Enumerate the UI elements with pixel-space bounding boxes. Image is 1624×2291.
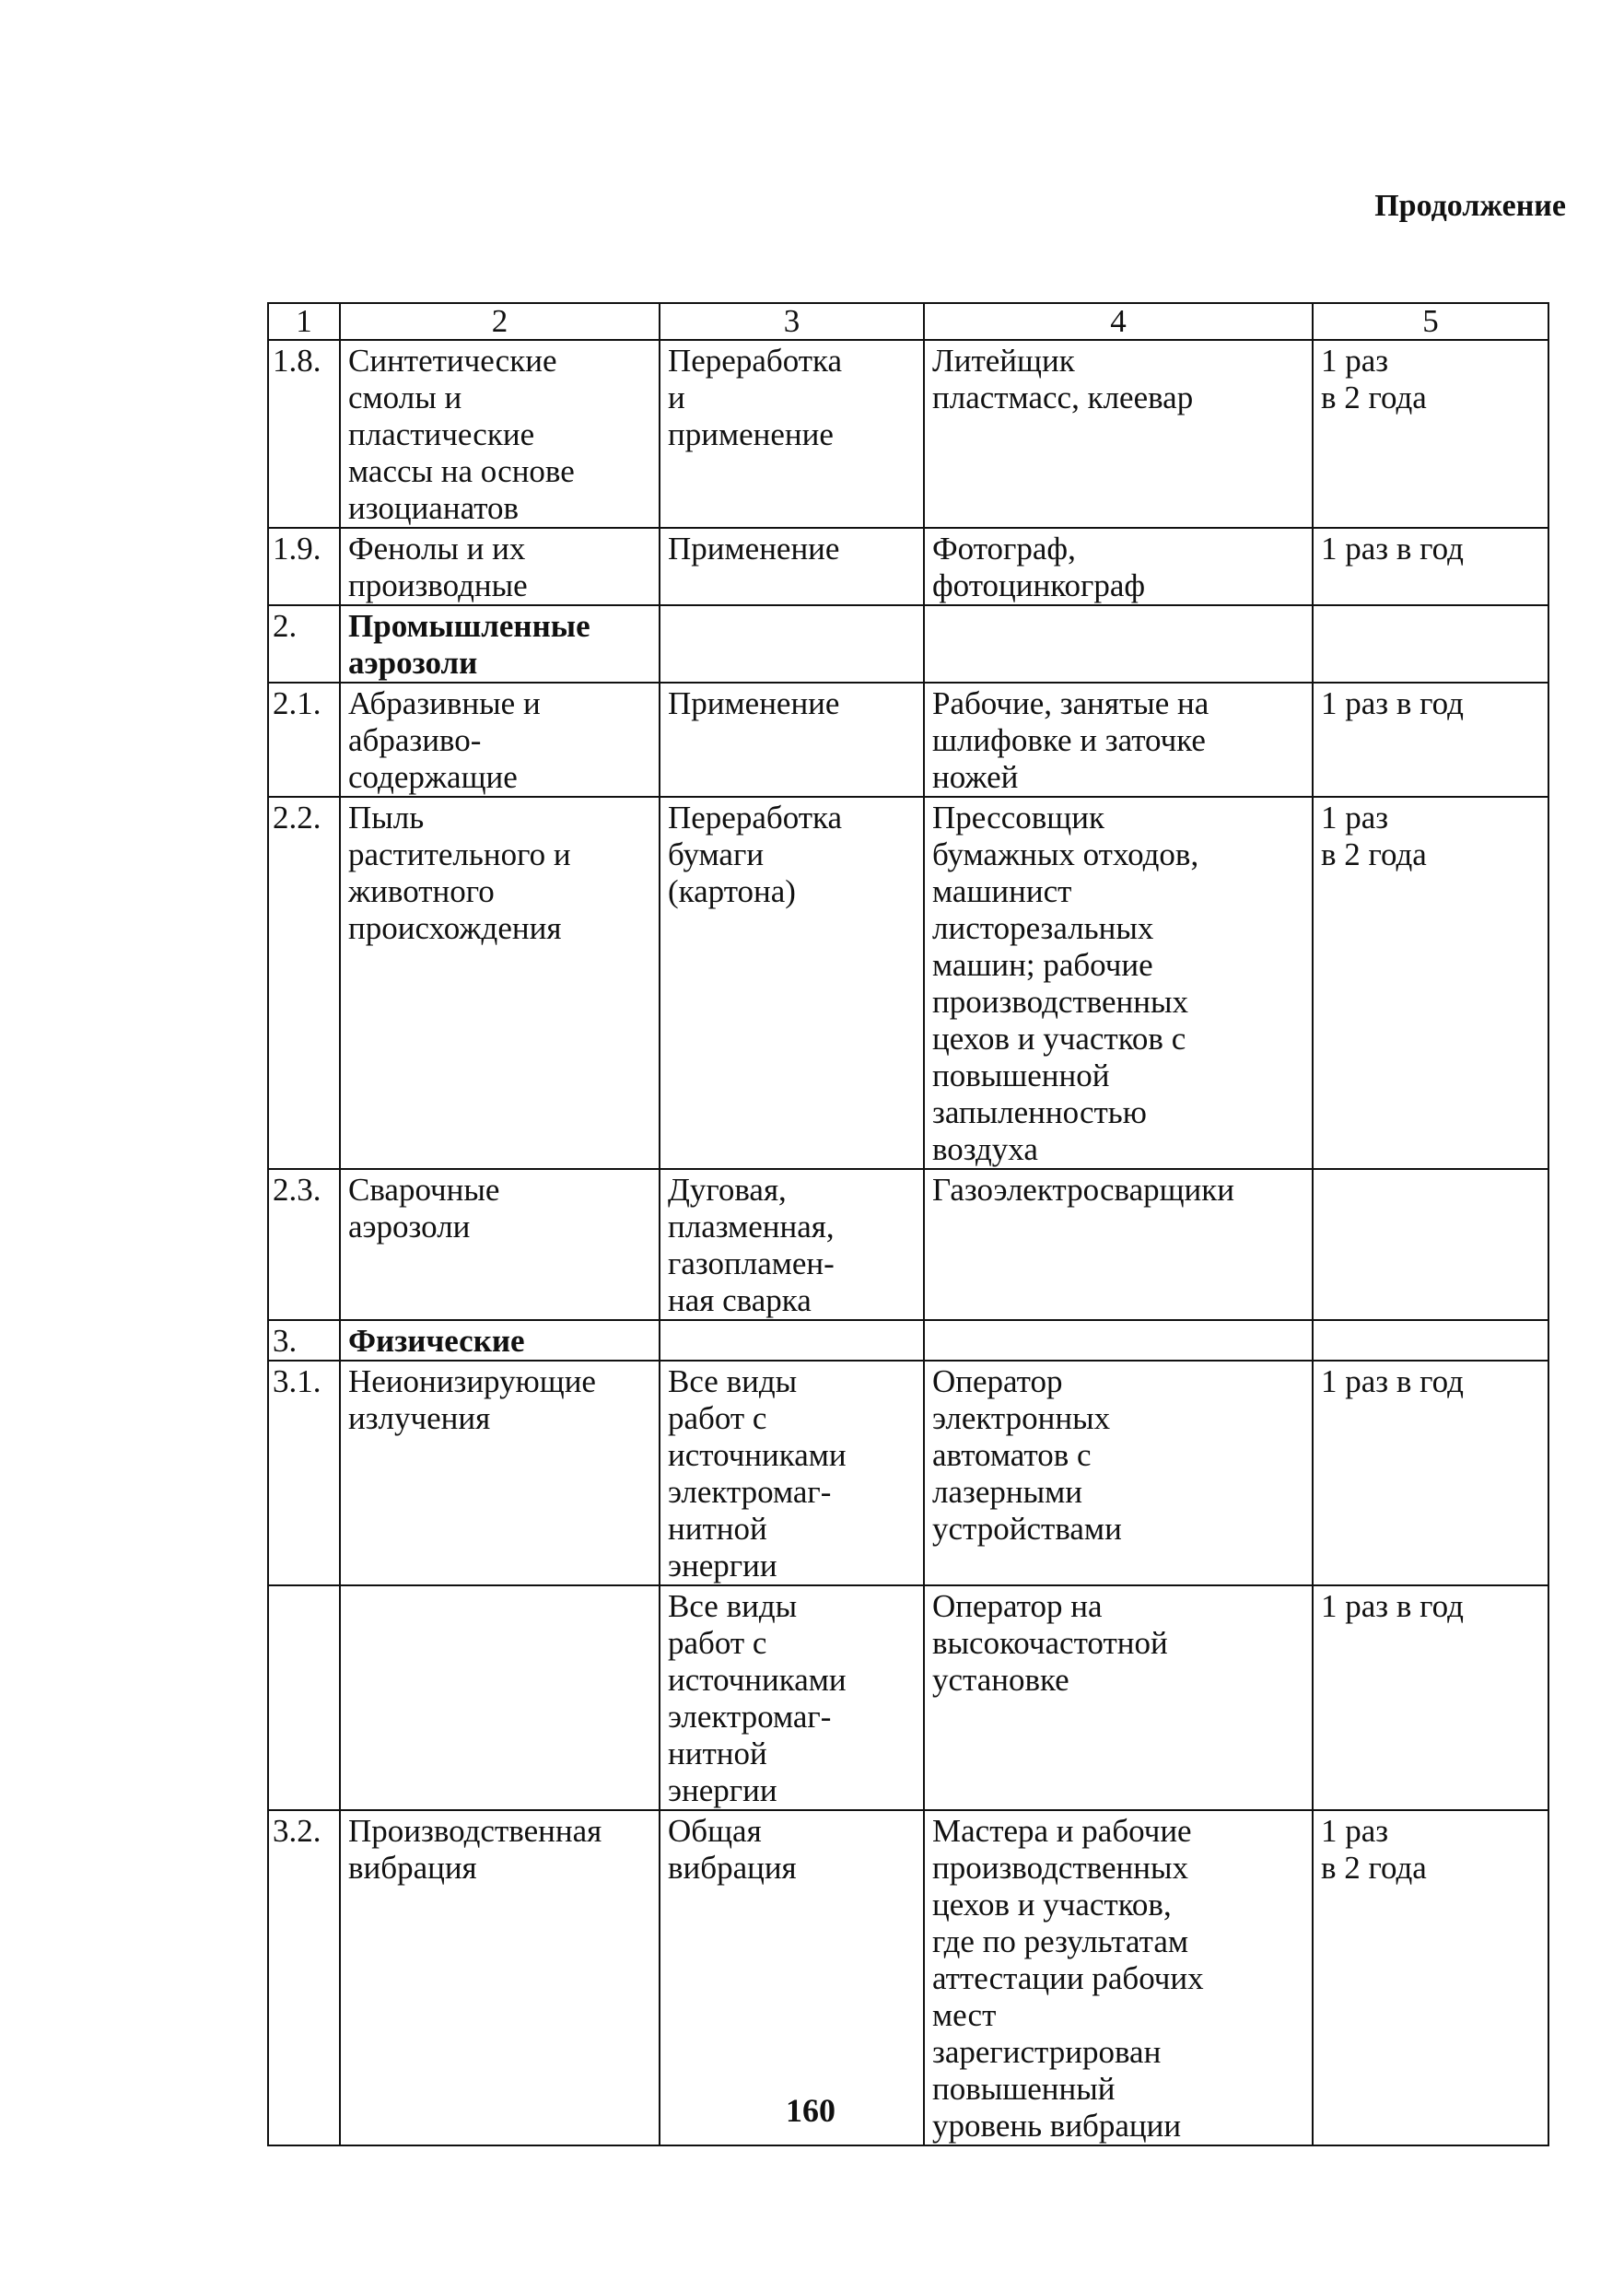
row-number-cell: 1.9. bbox=[268, 528, 340, 605]
factor-line: растительного и bbox=[348, 836, 571, 872]
factor-line: Пыль bbox=[348, 800, 425, 836]
factor-line: животного bbox=[348, 873, 495, 909]
activity-line: энергии bbox=[668, 1772, 777, 1808]
table-row bbox=[268, 797, 1548, 1169]
table-row bbox=[268, 1585, 1548, 1810]
activity-line: Дуговая, bbox=[668, 1172, 787, 1208]
factor-line: вибрация bbox=[348, 1850, 477, 1886]
row-number-cell: 2.2. bbox=[268, 797, 340, 1169]
page-number: 160 bbox=[786, 2092, 835, 2129]
factor-line: пластические bbox=[348, 416, 535, 452]
activity-line: Все виды bbox=[668, 1588, 798, 1624]
activity-cell bbox=[660, 1585, 924, 1810]
workers-line: установке bbox=[932, 1662, 1069, 1698]
frequency-line: 1 раз в год bbox=[1321, 685, 1464, 721]
activity-cell bbox=[660, 797, 924, 1169]
factor-cell bbox=[340, 1320, 660, 1361]
table-row bbox=[268, 1169, 1548, 1320]
table-row bbox=[268, 340, 1548, 528]
workers-line: производственных bbox=[932, 984, 1189, 1020]
row-number-cell: 2.3. bbox=[268, 1169, 340, 1320]
row-number-cell: 1.8. bbox=[268, 340, 340, 528]
workers-line: высокочастотной bbox=[932, 1625, 1168, 1661]
frequency-cell bbox=[1313, 528, 1548, 605]
frequency-line: 1 раз bbox=[1321, 1813, 1389, 1849]
factor-line: Промышленные bbox=[348, 608, 590, 644]
activity-cell bbox=[660, 1361, 924, 1585]
activity-line: источниками bbox=[668, 1662, 847, 1698]
activity-line: Переработка bbox=[668, 800, 843, 836]
frequency-line: в 2 года bbox=[1321, 1850, 1427, 1886]
activity-line: и bbox=[668, 380, 685, 415]
factor-cell bbox=[340, 340, 660, 528]
workers-cell bbox=[924, 528, 1313, 605]
frequency-line: 1 раз bbox=[1321, 800, 1389, 836]
frequency-line: 1 раз в год bbox=[1321, 1363, 1464, 1399]
table-row bbox=[268, 1320, 1548, 1361]
table-row bbox=[268, 528, 1548, 605]
factor-line: происхождения bbox=[348, 910, 562, 946]
frequency-cell bbox=[1313, 1320, 1548, 1361]
frequency-cell bbox=[1313, 1361, 1548, 1585]
frequency-cell bbox=[1313, 1169, 1548, 1320]
factor-line: Производственная bbox=[348, 1813, 602, 1849]
workers-line: производственных bbox=[932, 1850, 1189, 1886]
workers-line: машинист bbox=[932, 873, 1072, 909]
workers-line: повышенной bbox=[932, 1058, 1110, 1093]
activity-line: применение bbox=[668, 416, 834, 452]
workers-line: Мастера и рабочие bbox=[932, 1813, 1192, 1849]
workers-cell bbox=[924, 1585, 1313, 1810]
activity-cell bbox=[660, 605, 924, 683]
hygiene-table bbox=[267, 302, 1549, 2146]
workers-cell bbox=[924, 340, 1313, 528]
activity-line: работ с bbox=[668, 1400, 767, 1436]
activity-line: электромаг- bbox=[668, 1474, 832, 1510]
table-row bbox=[268, 683, 1548, 797]
factor-line: абразиво- bbox=[348, 722, 482, 758]
frequency-line: 1 раз в год bbox=[1321, 1588, 1464, 1624]
workers-cell bbox=[924, 1169, 1313, 1320]
workers-line: Прессовщик bbox=[932, 800, 1104, 836]
factor-line: Абразивные и bbox=[348, 685, 541, 721]
activity-line: нитной bbox=[668, 1736, 767, 1771]
workers-line: листорезальных bbox=[932, 910, 1154, 946]
workers-line: пластмасс, клеевар bbox=[932, 380, 1194, 415]
workers-line: фотоцинкограф bbox=[932, 567, 1146, 603]
workers-cell bbox=[924, 605, 1313, 683]
factor-line: аэрозоли bbox=[348, 645, 478, 681]
workers-line: цехов и участков, bbox=[932, 1887, 1172, 1923]
workers-line: устройствами bbox=[932, 1511, 1122, 1547]
header-cell: 3 bbox=[660, 303, 924, 340]
activity-line: источниками bbox=[668, 1437, 847, 1473]
factor-cell bbox=[340, 683, 660, 797]
workers-line: автоматов с bbox=[932, 1437, 1092, 1473]
frequency-cell bbox=[1313, 797, 1548, 1169]
factor-cell bbox=[340, 1810, 660, 2145]
factor-cell bbox=[340, 1361, 660, 1585]
workers-line: Литейщик bbox=[932, 343, 1075, 379]
frequency-line: 1 раз bbox=[1321, 343, 1389, 379]
workers-cell bbox=[924, 1320, 1313, 1361]
workers-line: запыленностью bbox=[932, 1094, 1147, 1130]
factor-line: аэрозоли bbox=[348, 1209, 471, 1245]
continuation-label: Продолжение bbox=[1374, 189, 1566, 223]
row-number-cell bbox=[268, 1585, 340, 1810]
frequency-cell bbox=[1313, 340, 1548, 528]
row-number-cell: 3.2. bbox=[268, 1810, 340, 2145]
activity-line: электромаг- bbox=[668, 1699, 832, 1735]
frequency-cell bbox=[1313, 605, 1548, 683]
frequency-cell bbox=[1313, 1810, 1548, 2145]
workers-line: Оператор bbox=[932, 1363, 1063, 1399]
workers-line: зарегистрирован bbox=[932, 2034, 1162, 2070]
workers-line: Оператор на bbox=[932, 1588, 1103, 1624]
header-cell: 2 bbox=[340, 303, 660, 340]
activity-line: Переработка bbox=[668, 343, 843, 379]
activity-line: энергии bbox=[668, 1548, 777, 1584]
workers-line: Фотограф, bbox=[932, 531, 1076, 567]
frequency-line: в 2 года bbox=[1321, 836, 1427, 872]
activity-line: газопламен- bbox=[668, 1245, 835, 1281]
factor-line: Синтетические bbox=[348, 343, 557, 379]
factor-cell bbox=[340, 605, 660, 683]
workers-line: ножей bbox=[932, 759, 1019, 795]
workers-line: машин; рабочие bbox=[932, 947, 1153, 983]
factor-cell bbox=[340, 797, 660, 1169]
header-cell: 4 bbox=[924, 303, 1313, 340]
activity-line: Все виды bbox=[668, 1363, 798, 1399]
activity-line: Общая bbox=[668, 1813, 762, 1849]
workers-line: Газоэлектросварщики bbox=[932, 1172, 1235, 1208]
activity-line: ная сварка bbox=[668, 1282, 812, 1318]
activity-line: работ с bbox=[668, 1625, 767, 1661]
workers-cell bbox=[924, 797, 1313, 1169]
frequency-line: в 2 года bbox=[1321, 380, 1427, 415]
factor-line: изоцианатов bbox=[348, 490, 520, 526]
workers-line: бумажных отходов, bbox=[932, 836, 1199, 872]
workers-line: лазерными bbox=[932, 1474, 1082, 1510]
workers-line: цехов и участков с bbox=[932, 1021, 1186, 1057]
frequency-cell bbox=[1313, 1585, 1548, 1810]
row-number-cell: 2.1. bbox=[268, 683, 340, 797]
header-cell: 5 bbox=[1313, 303, 1548, 340]
factor-line: производные bbox=[348, 567, 528, 603]
activity-line: плазменная, bbox=[668, 1209, 835, 1245]
workers-line: электронных bbox=[932, 1400, 1111, 1436]
factor-line: содержащие bbox=[348, 759, 518, 795]
factor-cell bbox=[340, 528, 660, 605]
frequency-line: 1 раз в год bbox=[1321, 531, 1464, 567]
factor-line: Неионизирующие bbox=[348, 1363, 596, 1399]
table-row bbox=[268, 605, 1548, 683]
activity-line: вибрация bbox=[668, 1850, 797, 1886]
row-number-cell: 3.1. bbox=[268, 1361, 340, 1585]
row-number-cell: 2. bbox=[268, 605, 340, 683]
factor-cell bbox=[340, 1169, 660, 1320]
table-header-row bbox=[268, 303, 1548, 340]
workers-line: уровень вибрации bbox=[932, 2108, 1182, 2144]
activity-line: Применение bbox=[668, 531, 840, 567]
activity-cell bbox=[660, 1169, 924, 1320]
factor-cell bbox=[340, 1585, 660, 1810]
workers-cell bbox=[924, 683, 1313, 797]
factor-line: массы на основе bbox=[348, 453, 575, 489]
frequency-cell bbox=[1313, 683, 1548, 797]
activity-cell bbox=[660, 340, 924, 528]
header-cell: 1 bbox=[268, 303, 340, 340]
activity-cell bbox=[660, 683, 924, 797]
factor-line: Фенолы и их bbox=[348, 531, 526, 567]
workers-line: повышенный bbox=[932, 2071, 1116, 2107]
factor-line: Сварочные bbox=[348, 1172, 500, 1208]
activity-cell bbox=[660, 1320, 924, 1361]
activity-line: бумаги bbox=[668, 836, 765, 872]
row-number-cell: 3. bbox=[268, 1320, 340, 1361]
workers-line: воздуха bbox=[932, 1131, 1038, 1167]
activity-cell bbox=[660, 528, 924, 605]
activity-line: нитной bbox=[668, 1511, 767, 1547]
workers-line: Рабочие, занятые на bbox=[932, 685, 1209, 721]
activity-line: Применение bbox=[668, 685, 840, 721]
workers-cell bbox=[924, 1810, 1313, 2145]
workers-line: аттестации рабочих bbox=[932, 1960, 1204, 1996]
workers-line: мест bbox=[932, 1997, 997, 2033]
factor-line: смолы и bbox=[348, 380, 462, 415]
workers-line: где по результатам bbox=[932, 1923, 1189, 1959]
factor-line: излучения bbox=[348, 1400, 491, 1436]
activity-line: (картона) bbox=[668, 873, 796, 909]
workers-line: шлифовке и заточке bbox=[932, 722, 1206, 758]
table-row bbox=[268, 1810, 1548, 2145]
table-row bbox=[268, 1361, 1548, 1585]
workers-cell bbox=[924, 1361, 1313, 1585]
factor-line: Физические bbox=[348, 1323, 525, 1359]
